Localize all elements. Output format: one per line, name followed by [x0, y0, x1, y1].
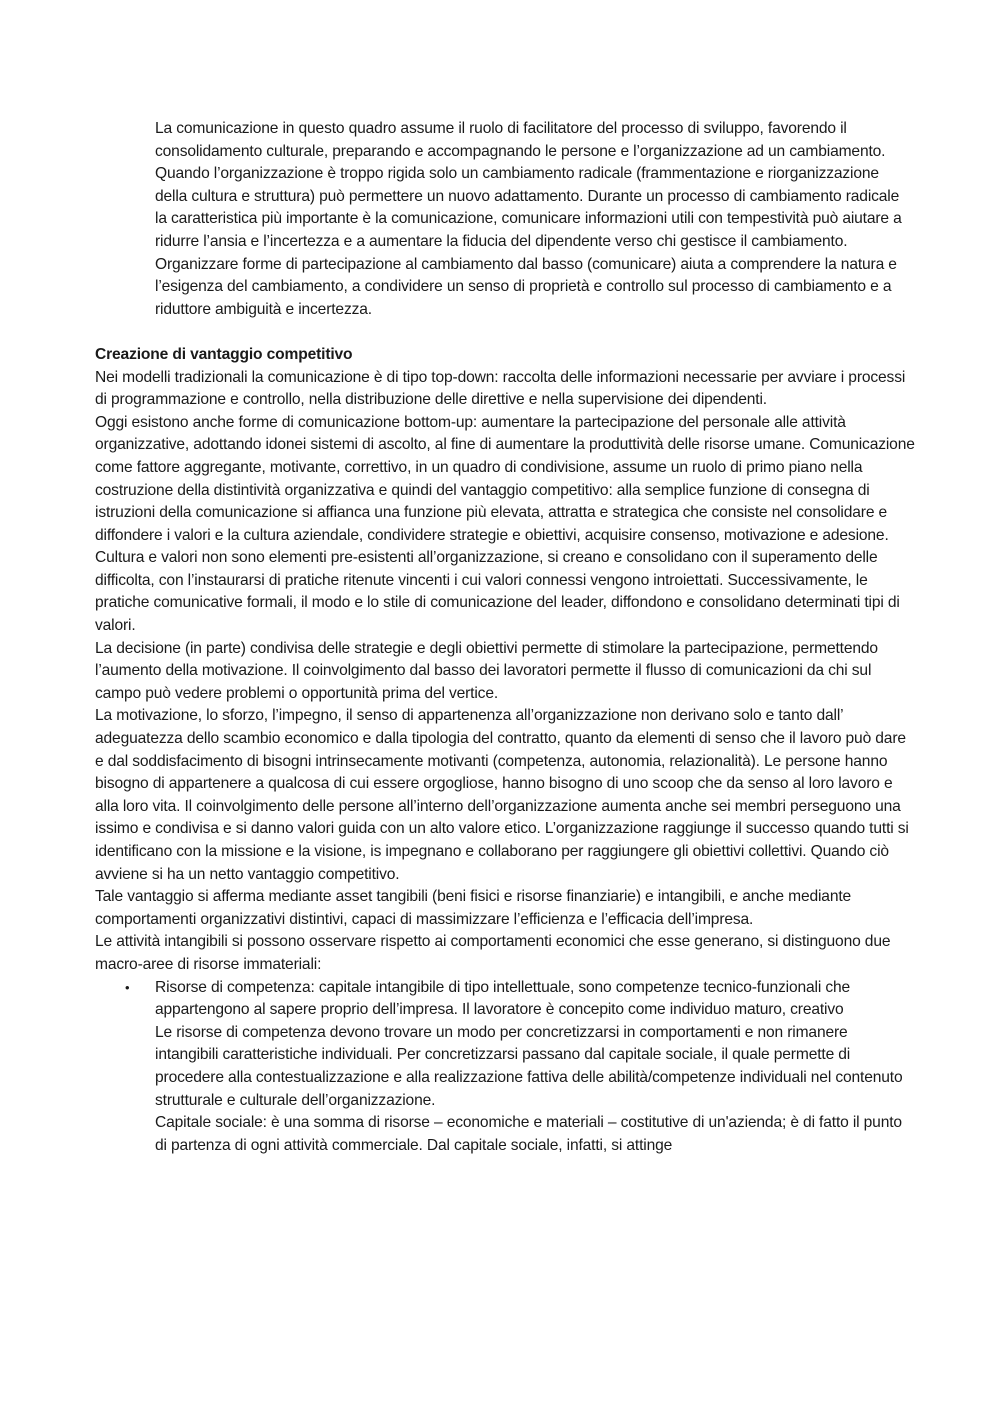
document-body: [95, 118, 915, 1157]
intro-paragraph-1: La comunicazione in questo quadro assume il ruolo di facilitatore del processo di sviluppo, favorendo il consolidamento culturale, preparando e accompagnando le persone e l’organizzazione ad un cambiamento.: [155, 120, 886, 160]
bullet-paragraph-2: Le risorse di competenza devono trovare un modo per concretizzarsi in comportamenti e non rimanere intangibili caratteristiche individuali. Per concretizzarsi passano dal capitale sociale, il quale permette di procedere alla contestualizzazione e alla realizzazione fattiva delle abilità/competenze individuali nel contenuto strutturale e culturale dell’organizzazione.: [155, 1023, 903, 1109]
spacer: [95, 321, 915, 344]
section-paragraph-2: Oggi esistono anche forme di comunicazione bottom-up: aumentare la partecipazione del personale alle attività organizzative, adottando idonei sistemi di ascolto, al fine di aumentare la produttività delle risorse umane. Comunicazione come fattore aggregante, motivante, correttivo, in un quadro di condivisione, assume un ruolo di primo piano nella costruzione della distintività organizzativa e quindi del vantaggio competitivo: alla semplice funzione di consegna di istruzioni della comunicazione si affianca una funzione più elevata, attratta e strategica che consiste nel consolidare e diffondere i valori e la cultura aziendale, condividere strategie e obiettivi, acquisire consenso, motivazione e adesione.: [95, 413, 915, 544]
section-paragraph-5: La motivazione, lo sforzo, l’impegno, il senso di appartenenza all’organizzazione non derivano solo e tanto dall’ adeguatezza dello scambio economico e dalla tipologia del contratto, quanto da elementi di senso che il lavoro può dare e dal soddisfacimento di bisogni intrinsecamente motivanti (competenza, autonomia, relazionalità). Le persone hanno bisogno di appartenere a qualcosa di cui essere orgogliose, hanno bisogno di uno scoop che da senso al loro lavoro e alla loro vita. Il coinvolgimento delle persone all’interno dell’organizzazione aumenta anche sei membri perseguono una issimo e condivisa e si danno valori guida con un alto valore etico. L’organizzazione raggiunge il successo quando tutti si identificano con la missione e la visione, is impegnano e collaborano per raggiungere gli obiettivi collettivi. Quando ciò avviene si ha un netto vantaggio competitivo.: [95, 707, 909, 883]
bullet-paragraph-3: Capitale sociale: è una somma di risorse – economiche e materiali – costitutive di un'azienda; è di fatto il punto di partenza di ogni attività commerciale. Dal capitale sociale, infatti, si attinge: [155, 1114, 902, 1154]
section-paragraph-1: Nei modelli tradizionali la comunicazione è di tipo top-down: raccolta delle informazioni necessarie per avviare i processi di programmazione e controllo, nella distribuzione delle direttive e nella supervisione dei dipendenti.: [95, 368, 906, 409]
bullet-paragraph-1: Risorse di competenza: capitale intangibile di tipo intellettuale, sono competenze tecnico-funzionali che appartengono al sapere proprio dell’impresa. Il lavoratore è concepito come individuo maturo, creativo: [155, 978, 851, 1019]
section-paragraph-7: Le attività intangibili si possono osservare rispetto ai comportamenti economici che esse generano, si distinguono due macro-aree di risorse immateriali:: [95, 933, 891, 973]
section-paragraph-3: Cultura e valori non sono elementi pre-esistenti all’organizzazione, si creano e consolidano con il superamento delle difficolta, con l’instaurarsi di pratiche ritenute vincenti i cui valori connessi vengono introiettati. Successivamente, le pratiche comunicative formali, il modo e lo stile di comunicazione del leader, diffondono e consolidano determinati tipi di valori.: [95, 549, 900, 635]
bullet-icon: •: [125, 979, 130, 995]
section-paragraph-6: Tale vantaggio si afferma mediante asset tangibili (beni fisici e risorse finanziarie) e intangibili, e anche mediante comportamenti organizzativi distintivi, capaci di massimizzare l’efficienza e l’efficacia dell’impresa.: [95, 888, 852, 928]
list-item: [125, 977, 915, 1158]
section-heading: Creazione di vantaggio competitivo: [95, 345, 353, 363]
intro-block: [155, 118, 915, 321]
section-paragraph-4: La decisione (in parte) condivisa delle strategie e degli obiettivi permette di stimolare la partecipazione, permettendo l’aumento della motivazione. Il coinvolgimento dal basso dei lavoratori permette il flusso di comunicazioni da chi sul campo può vedere problemi o opportunità prima del vertice.: [95, 639, 878, 702]
bullet-list: [95, 977, 915, 1158]
intro-paragraph-2: Quando l’organizzazione è troppo rigida solo un cambiamento radicale (frammentazione e riorganizzazione della cultura e struttura) può permettere un nuovo adattamento. Durante un processo di cambiamento radicale la caratteristica più importante è la comunicazione, comunicare informazioni utili con tempestività può aiutare a ridurre l’ansia e l’incertezza e a aumentare la fiducia del dipendente verso chi gestisce il cambiamento. Organizzare forme di partecipazione al cambiamento dal basso (comunicare) aiuta a comprendere la natura e l’esigenza del cambiamento, a condividere un senso di proprietà e controllo sul processo di cambiamento e a riduttore ambiguità e incertezza.: [155, 165, 902, 318]
